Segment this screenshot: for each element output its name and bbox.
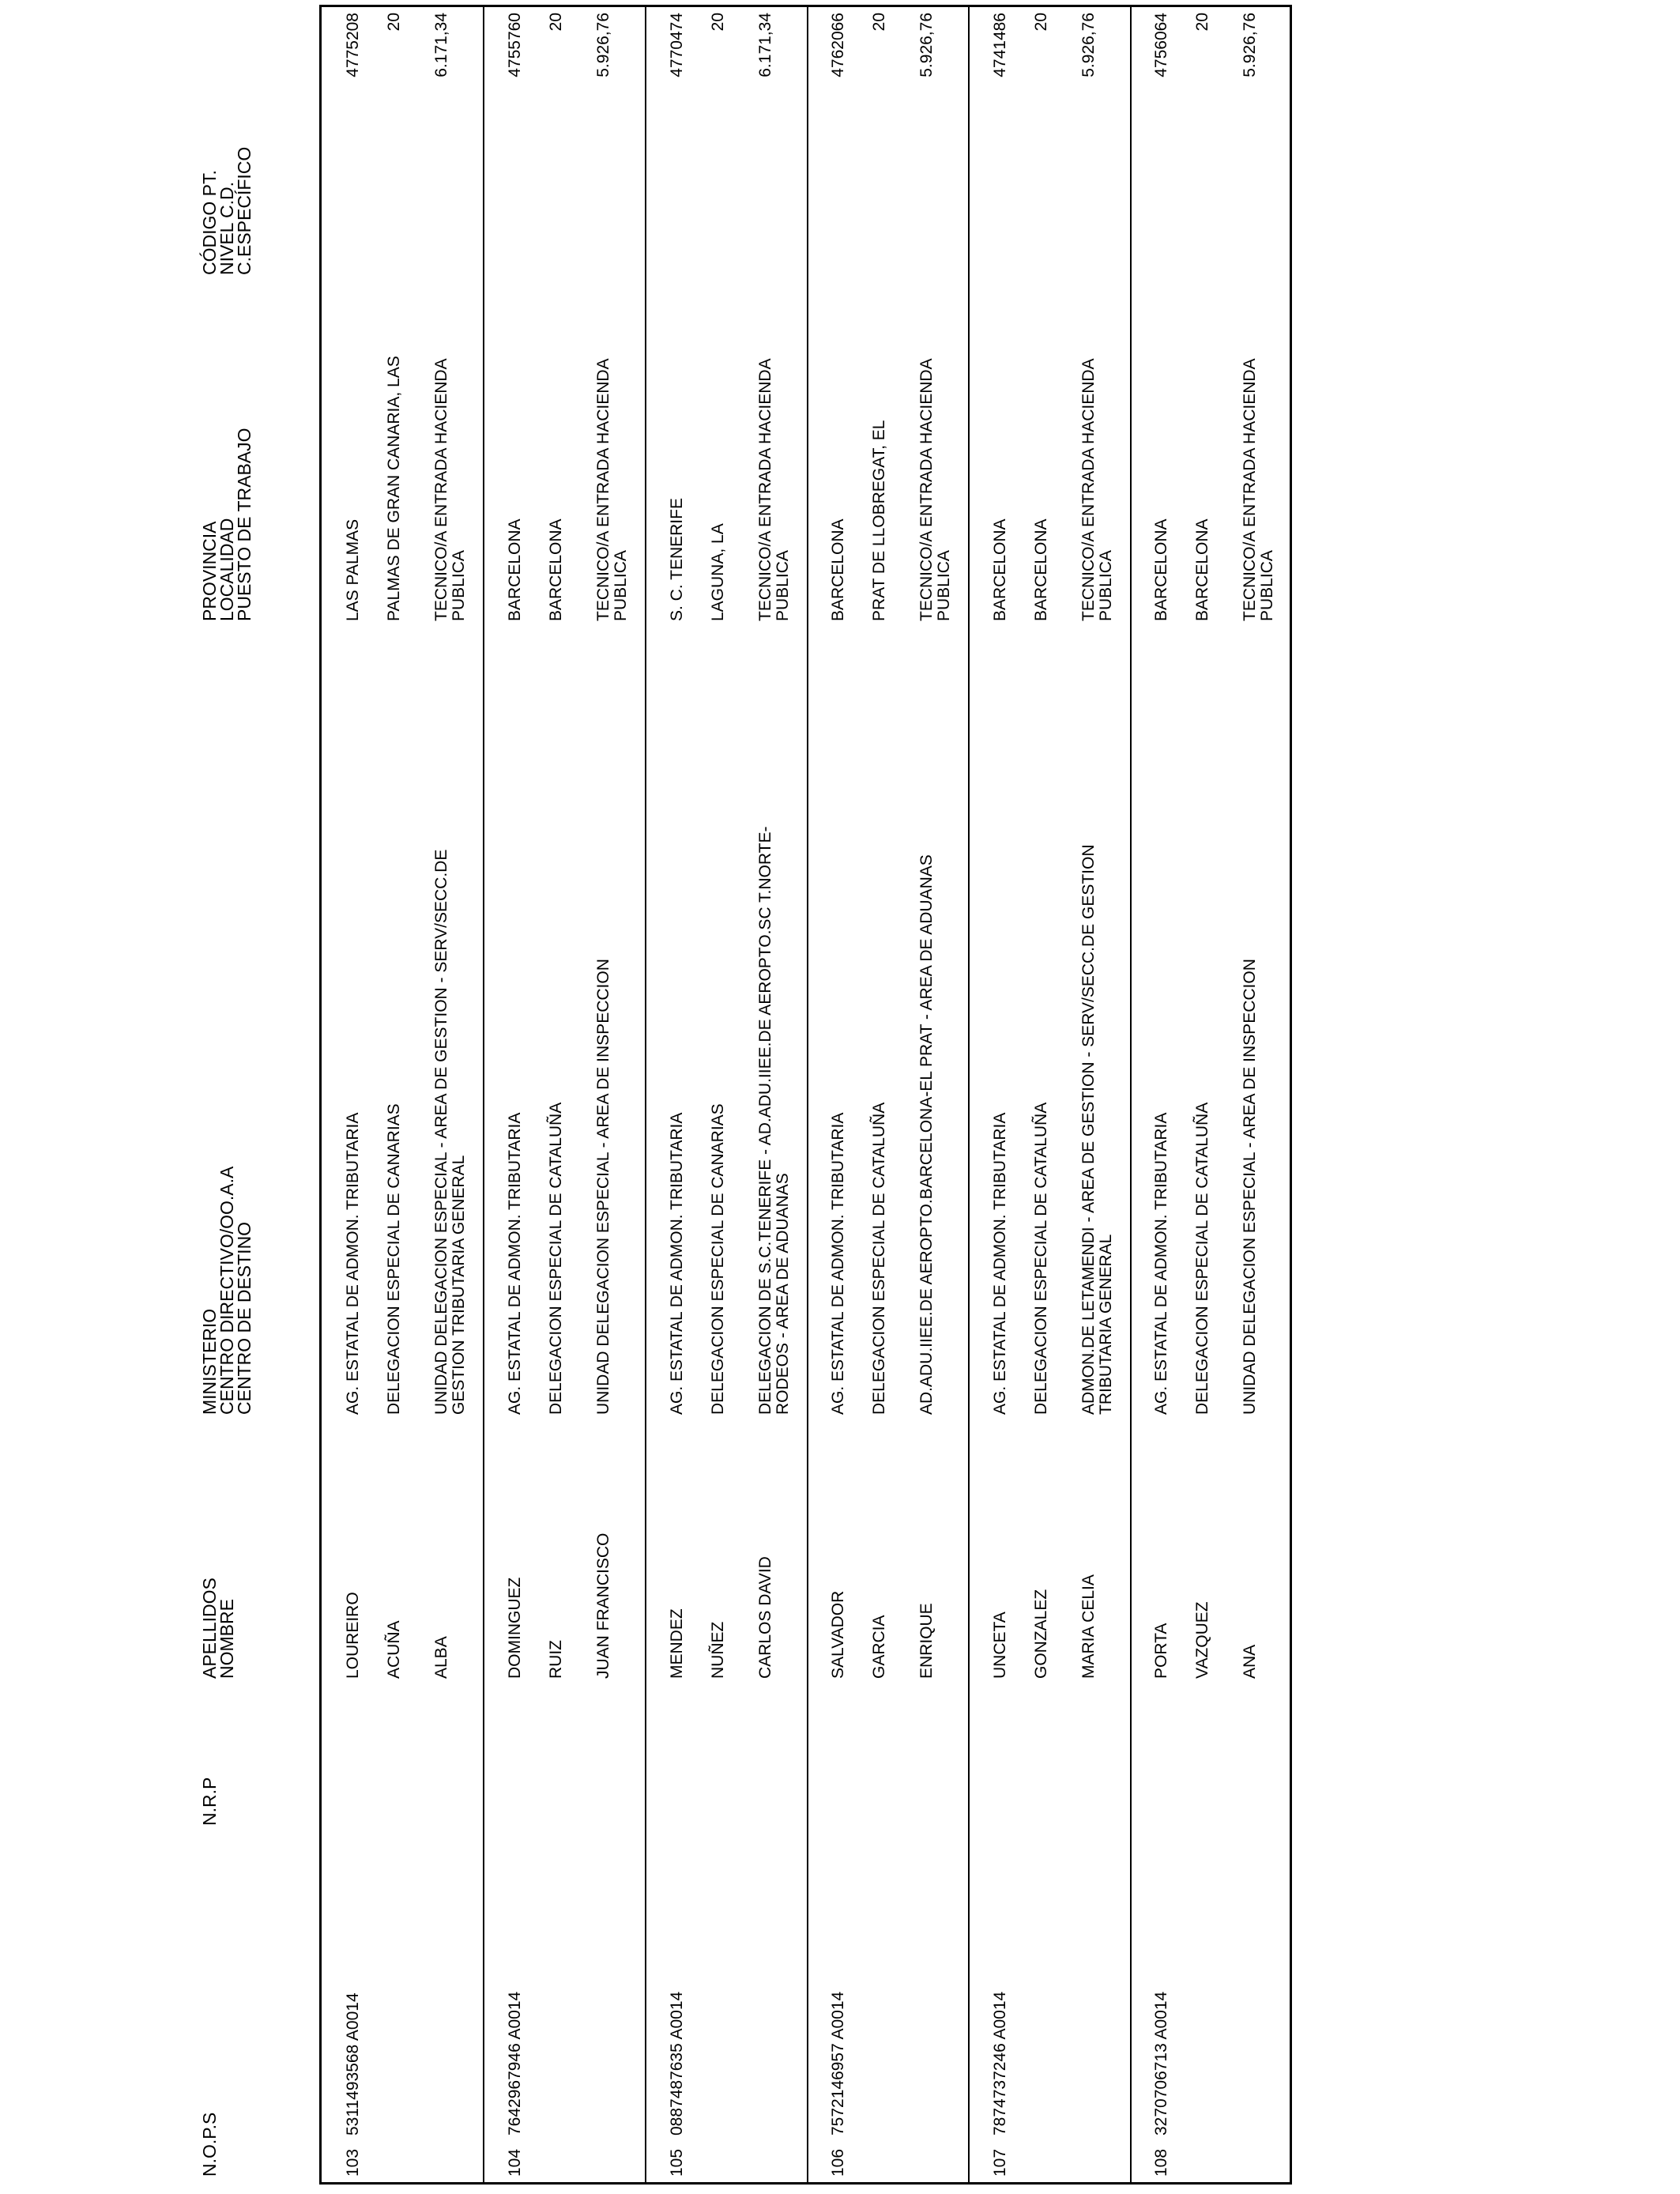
record-nivel-cd: 20 (1193, 13, 1211, 32)
record-centro-destino-cont: RODEOS - AREA DE ADUANAS (774, 1173, 792, 1415)
record-centro-destino: UNIDAD DELEGACION ESPECIAL - AREA DE INSPECCION (594, 959, 612, 1415)
record-centro-destino: DELEGACION DE S.C.TENERIFE - AD.ADU.IIEE.DE AEROPTO.SC T.NORTE- (756, 826, 774, 1415)
record-codigo-pt: 4756064 (1152, 13, 1170, 77)
record-centro-directivo: DELEGACION ESPECIAL DE CATALUÑA (870, 1102, 888, 1415)
record-puesto: TECNICO/A ENTRADA HACIENDA (1241, 358, 1259, 621)
record-nops: 103 (344, 2148, 362, 2177)
record-ministerio: AG. ESTATAL DE ADMON. TRIBUTARIA (1152, 1112, 1170, 1415)
record-ministerio: AG. ESTATAL DE ADMON. TRIBUTARIA (829, 1112, 847, 1415)
record-centro-directivo: DELEGACION ESPECIAL DE CATALUÑA (547, 1102, 565, 1415)
record-localidad: PRAT DE LLOBREGAT, EL (870, 420, 888, 621)
record-nombre: ALBA (432, 1636, 450, 1679)
record-puesto-cont: PUBLICA (935, 550, 953, 621)
record-provincia: S. C. TENERIFE (668, 498, 686, 621)
record-nombre: CARLOS DAVID (756, 1556, 774, 1679)
record-nombre: ANA (1241, 1644, 1259, 1679)
record-nivel-cd: 20 (385, 13, 403, 32)
header-provincia-line: PROVINCIA (199, 521, 220, 621)
record-nrp: 7874737246 A0014 (991, 1991, 1009, 2136)
record-provincia: LAS PALMAS (344, 518, 362, 621)
record-nombre: JUAN FRANCISCO (594, 1532, 612, 1679)
row-separator (645, 7, 646, 2182)
record-puesto: TECNICO/A ENTRADA HACIENDA (917, 358, 936, 621)
record-puesto: TECNICO/A ENTRADA HACIENDA (756, 358, 774, 621)
record-puesto: TECNICO/A ENTRADA HACIENDA (1079, 358, 1098, 621)
record-nrp: 3270706713 A0014 (1152, 1991, 1170, 2136)
records-table (319, 5, 1292, 2185)
header-nombre-line: NOMBRE (217, 1599, 237, 1679)
record-apellido2: GARCIA (870, 1615, 888, 1679)
record-especifico: 5.926,76 (1241, 13, 1259, 77)
record-centro-directivo: DELEGACION ESPECIAL DE CATALUÑA (1193, 1102, 1211, 1415)
header-codigo (201, 147, 253, 275)
header-nrp: N.R.P (199, 1777, 220, 1826)
record-localidad: PALMAS DE GRAN CANARIA, LAS (385, 356, 403, 621)
row-separator (1130, 7, 1132, 2182)
record-codigo-pt: 4770474 (668, 13, 686, 77)
record-codigo-pt: 4741486 (991, 13, 1009, 77)
record-puesto-cont: PUBLICA (774, 550, 792, 621)
record-apellido1: MENDEZ (668, 1608, 686, 1679)
record-centro-directivo: DELEGACION ESPECIAL DE CANARIAS (385, 1103, 403, 1415)
record-puesto: TECNICO/A ENTRADA HACIENDA (594, 358, 612, 621)
header-ministerio (201, 1167, 253, 1415)
record-centro-directivo: DELEGACION ESPECIAL DE CATALUÑA (1032, 1102, 1050, 1415)
header-centro-destino-line: CENTRO DE DESTINO (234, 1221, 254, 1415)
record-provincia: BARCELONA (829, 518, 847, 621)
record-nivel-cd: 20 (547, 13, 565, 32)
record-apellido1: DOMINGUEZ (506, 1577, 524, 1679)
record-nops: 107 (991, 2148, 1009, 2177)
header-especifico-line: C.ESPECÍFICO (234, 146, 254, 275)
record-apellido2: NUÑEZ (709, 1621, 727, 1679)
record-nrp: 7572146957 A0014 (829, 1991, 847, 2136)
header-apellidos (201, 1578, 235, 1679)
header-codigo-line: CÓDIGO PT. (199, 170, 220, 275)
record-ministerio: AG. ESTATAL DE ADMON. TRIBUTARIA (344, 1112, 362, 1415)
record-ministerio: AG. ESTATAL DE ADMON. TRIBUTARIA (506, 1112, 524, 1415)
header-centro-directivo-line: CENTRO DIRECTIVO/OO.A.A (217, 1166, 237, 1415)
record-especifico: 6.171,34 (432, 13, 450, 77)
record-localidad: LAGUNA, LA (709, 523, 727, 621)
record-provincia: BARCELONA (1152, 518, 1170, 621)
record-puesto-cont: PUBLICA (1258, 550, 1276, 621)
record-puesto-cont: PUBLICA (612, 550, 630, 621)
row-separator (483, 7, 484, 2182)
record-nrp: 7642967946 A0014 (506, 1991, 524, 2136)
record-nrp: 0887487635 A0014 (668, 1991, 686, 2136)
record-apellido2: RUIZ (547, 1640, 565, 1679)
record-nombre: ENRIQUE (917, 1603, 936, 1679)
record-centro-destino-cont: GESTION TRIBUTARIA GENERAL (450, 1155, 468, 1415)
record-especifico: 5.926,76 (594, 13, 612, 77)
row-separator (807, 7, 808, 2182)
header-localidad-line: LOCALIDAD (217, 518, 237, 621)
row-separator (968, 7, 970, 2182)
record-localidad: BARCELONA (1193, 518, 1211, 621)
header-nivel-line: NIVEL C.D. (217, 181, 237, 275)
record-apellido2: VAZQUEZ (1193, 1601, 1211, 1679)
record-provincia: BARCELONA (991, 518, 1009, 621)
record-nombre: MARIA CELIA (1079, 1574, 1098, 1679)
record-codigo-pt: 4762066 (829, 13, 847, 77)
record-nops: 104 (506, 2148, 524, 2177)
record-centro-directivo: DELEGACION ESPECIAL DE CANARIAS (709, 1103, 727, 1415)
record-puesto-cont: PUBLICA (450, 550, 468, 621)
record-especifico: 5.926,76 (917, 13, 936, 77)
record-nrp: 5311493568 A0014 (344, 1992, 362, 2136)
record-apellido2: ACUÑA (385, 1620, 403, 1679)
record-centro-destino: UNIDAD DELEGACION ESPECIAL - AREA DE GESTION - SERV/SECC.DE (432, 849, 450, 1415)
header-ministerio-line: MINISTERIO (199, 1308, 220, 1415)
record-apellido1: UNCETA (991, 1612, 1009, 1679)
header-puesto-line: PUESTO DE TRABAJO (234, 428, 254, 621)
record-nivel-cd: 20 (870, 13, 888, 32)
record-especifico: 6.171,34 (756, 13, 774, 77)
record-nops: 108 (1152, 2148, 1170, 2177)
record-localidad: BARCELONA (547, 518, 565, 621)
record-puesto-cont: PUBLICA (1097, 550, 1115, 621)
header-apellidos-line: APELLIDOS (199, 1578, 220, 1679)
record-especifico: 5.926,76 (1079, 13, 1098, 77)
record-provincia: BARCELONA (506, 518, 524, 621)
record-apellido1: PORTA (1152, 1623, 1170, 1679)
record-codigo-pt: 4755760 (506, 13, 524, 77)
record-ministerio: AG. ESTATAL DE ADMON. TRIBUTARIA (668, 1112, 686, 1415)
record-centro-destino: ADMON.DE LETAMENDI - AREA DE GESTION - SERV/SECC.DE GESTION (1079, 844, 1098, 1415)
record-codigo-pt: 4775208 (344, 13, 362, 77)
record-localidad: BARCELONA (1032, 518, 1050, 621)
header-nops: N.O.P.S (199, 2112, 220, 2177)
record-nops: 106 (829, 2148, 847, 2177)
record-centro-destino-cont: TRIBUTARIA GENERAL (1097, 1234, 1115, 1415)
header-provincia (201, 428, 253, 621)
record-nops: 105 (668, 2148, 686, 2177)
record-ministerio: AG. ESTATAL DE ADMON. TRIBUTARIA (991, 1112, 1009, 1415)
record-puesto: TECNICO/A ENTRADA HACIENDA (432, 358, 450, 621)
record-centro-destino: UNIDAD DELEGACION ESPECIAL - AREA DE INSPECCION (1241, 959, 1259, 1415)
record-apellido2: GONZALEZ (1032, 1589, 1050, 1679)
record-centro-destino: AD.ADU.IIEE.DE AEROPTO.BARCELONA-EL PRAT - AREA DE ADUANAS (917, 854, 936, 1415)
record-apellido1: SALVADOR (829, 1590, 847, 1679)
record-nivel-cd: 20 (709, 13, 727, 32)
record-apellido1: LOUREIRO (344, 1592, 362, 1679)
record-nivel-cd: 20 (1032, 13, 1050, 32)
